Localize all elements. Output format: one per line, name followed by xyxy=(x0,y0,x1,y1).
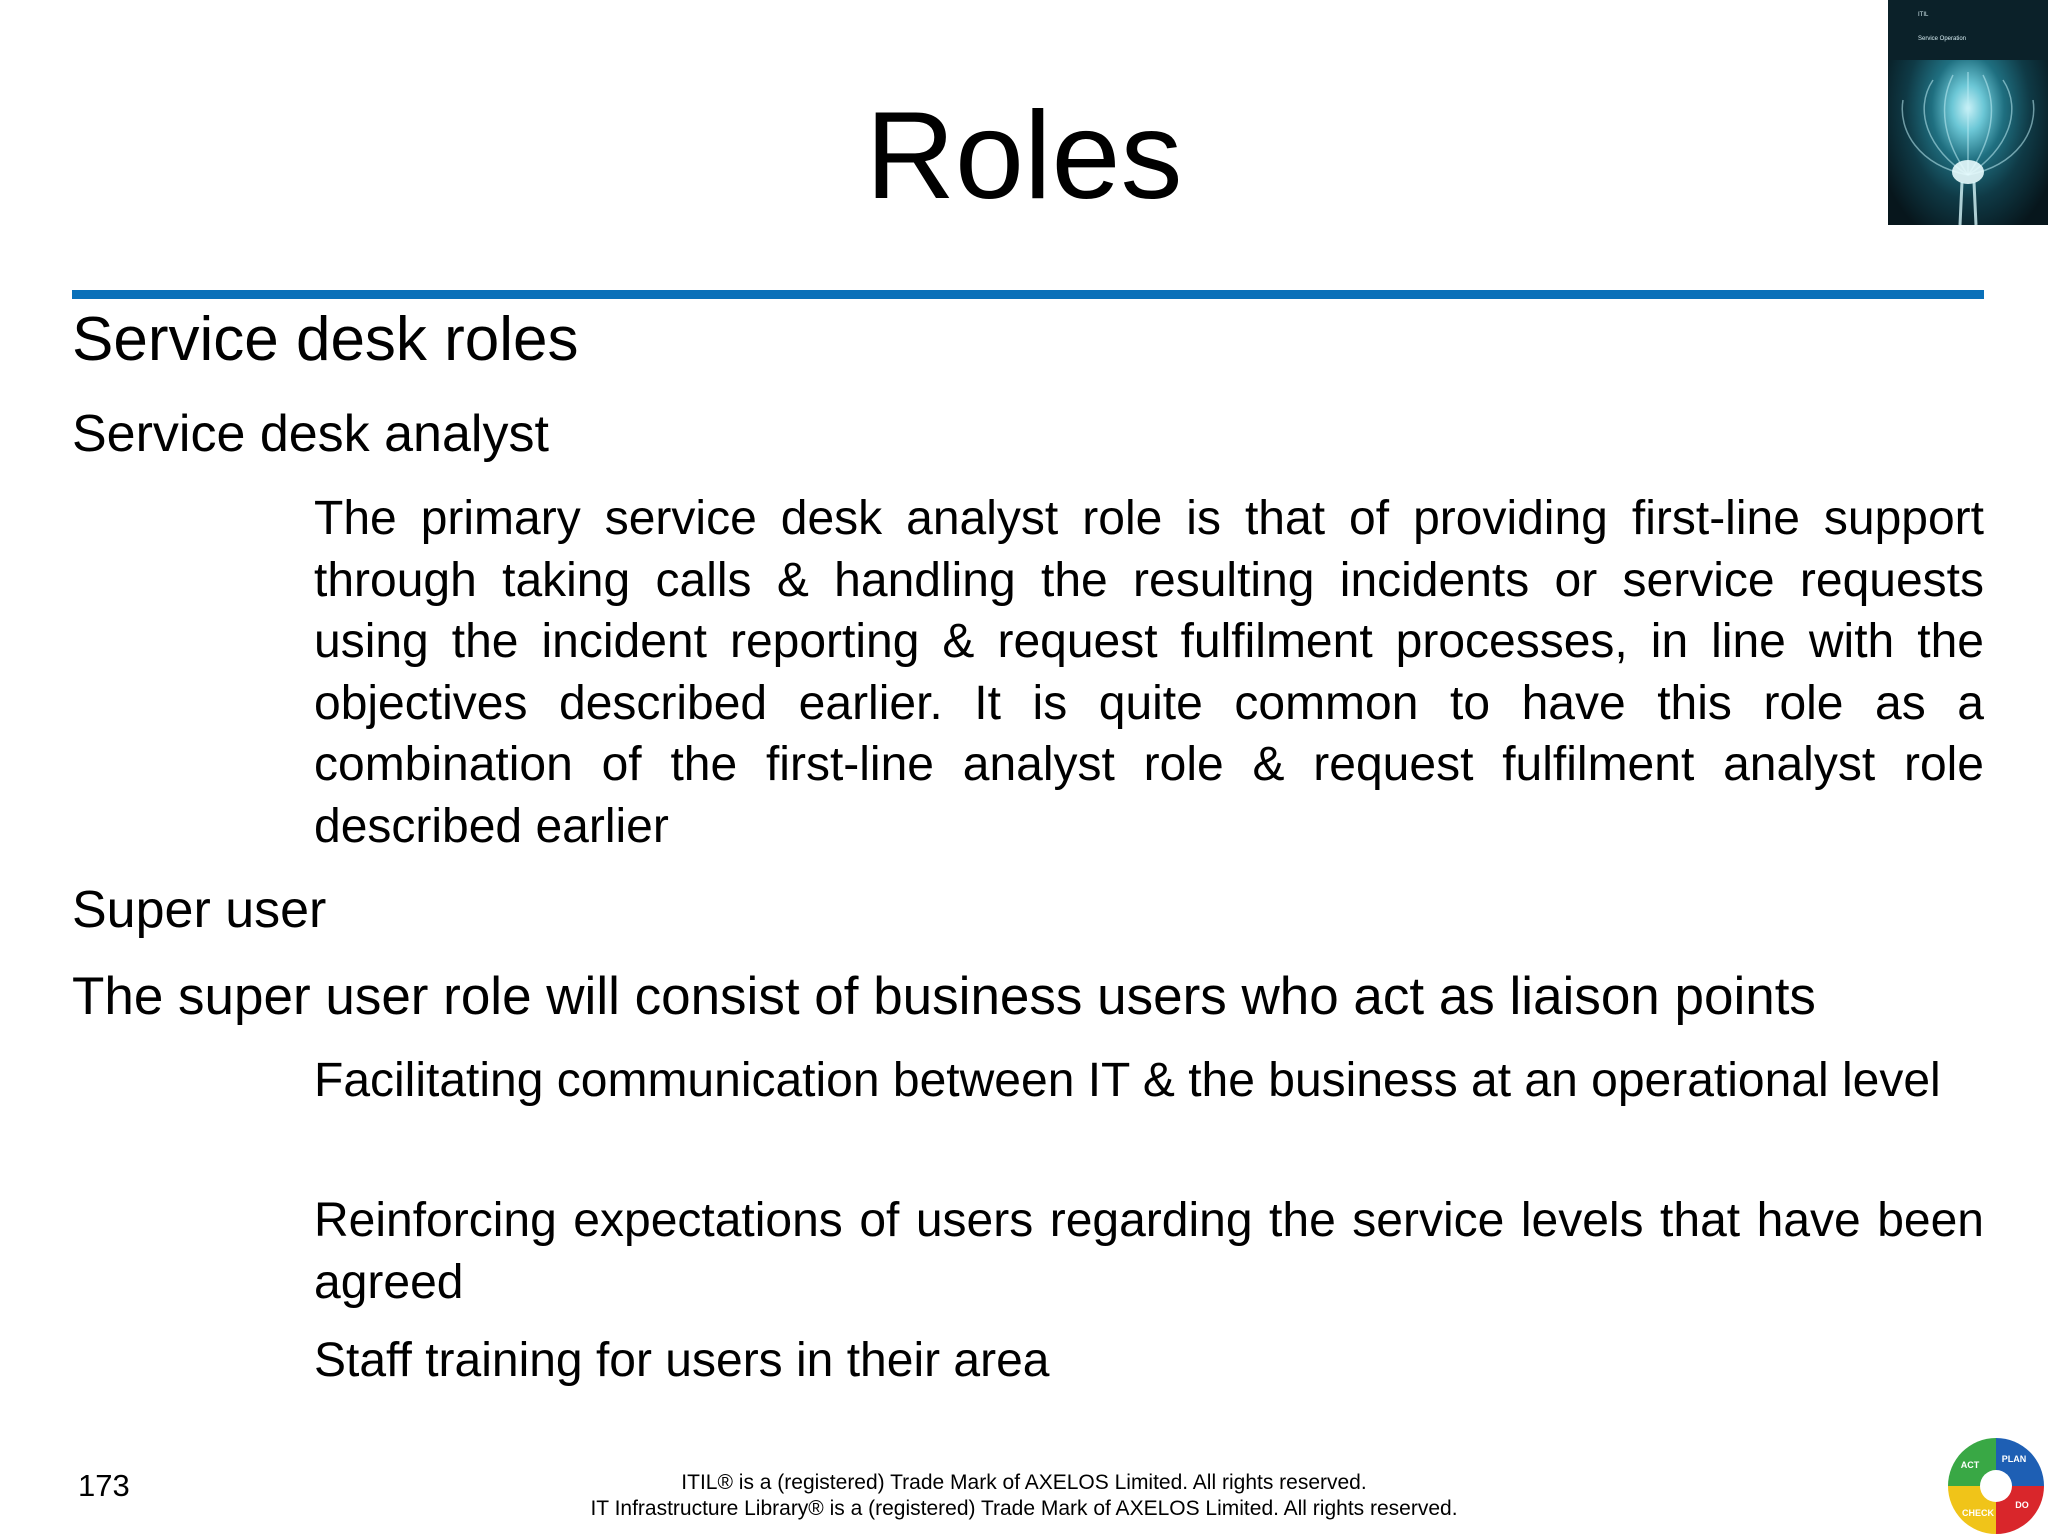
analyst-description-paragraph: The primary service desk analyst role is that of providing first-line support through taking calls & handling the resulting incidents or service requests using the incident reporting & request fulfilment processes, in line with the objectives described earlier. It is quite common to have this role as a combination of the first-line analyst role & request fulfilment analyst role described earlier xyxy=(314,492,1984,853)
pdca-label-check: CHECK xyxy=(1961,1508,1995,1518)
bullet-item: Facilitating communication between IT & the business at an operational level xyxy=(314,1054,1941,1107)
pdca-label-act: ACT xyxy=(1960,1460,1980,1470)
title-divider-rule xyxy=(72,290,1984,299)
pdca-label-do: DO xyxy=(2015,1500,2029,1510)
super-user-lead-sentence: The super user role will consist of business users who act as liaison points xyxy=(72,967,1816,1026)
footer-line: ITIL® is a (registered) Trade Mark of AXELOS Limited. All rights reserved. xyxy=(681,1471,1367,1494)
cover-flower-art xyxy=(1888,0,2048,225)
bullet-item: Reinforcing expectations of users regarding the service levels that have been agreed xyxy=(314,1194,1984,1309)
bullet-item: Staff training for users in their area xyxy=(314,1334,1050,1387)
subsection-heading-super-user: Super user xyxy=(72,881,327,939)
book-cover-image xyxy=(1888,0,2048,225)
slide-title: Roles xyxy=(865,87,1183,225)
section-heading: Service desk roles xyxy=(72,305,579,374)
footer-line: IT Infrastructure Library® is a (registered) Trade Mark of AXELOS Limited. All rights reserved. xyxy=(590,1497,1458,1520)
pdca-cycle-logo xyxy=(1946,1436,2046,1536)
pdca-center xyxy=(1980,1470,2012,1502)
pdca-label-plan: PLAN xyxy=(2001,1454,2027,1464)
trademark-footer xyxy=(0,1470,2048,1522)
cover-brand-text: ITIL xyxy=(1918,12,1929,18)
cover-subtitle-text: Service Operation xyxy=(1918,36,1967,42)
subsection-heading-service-desk-analyst: Service desk analyst xyxy=(72,405,549,463)
page-number: 173 xyxy=(78,1468,130,1503)
